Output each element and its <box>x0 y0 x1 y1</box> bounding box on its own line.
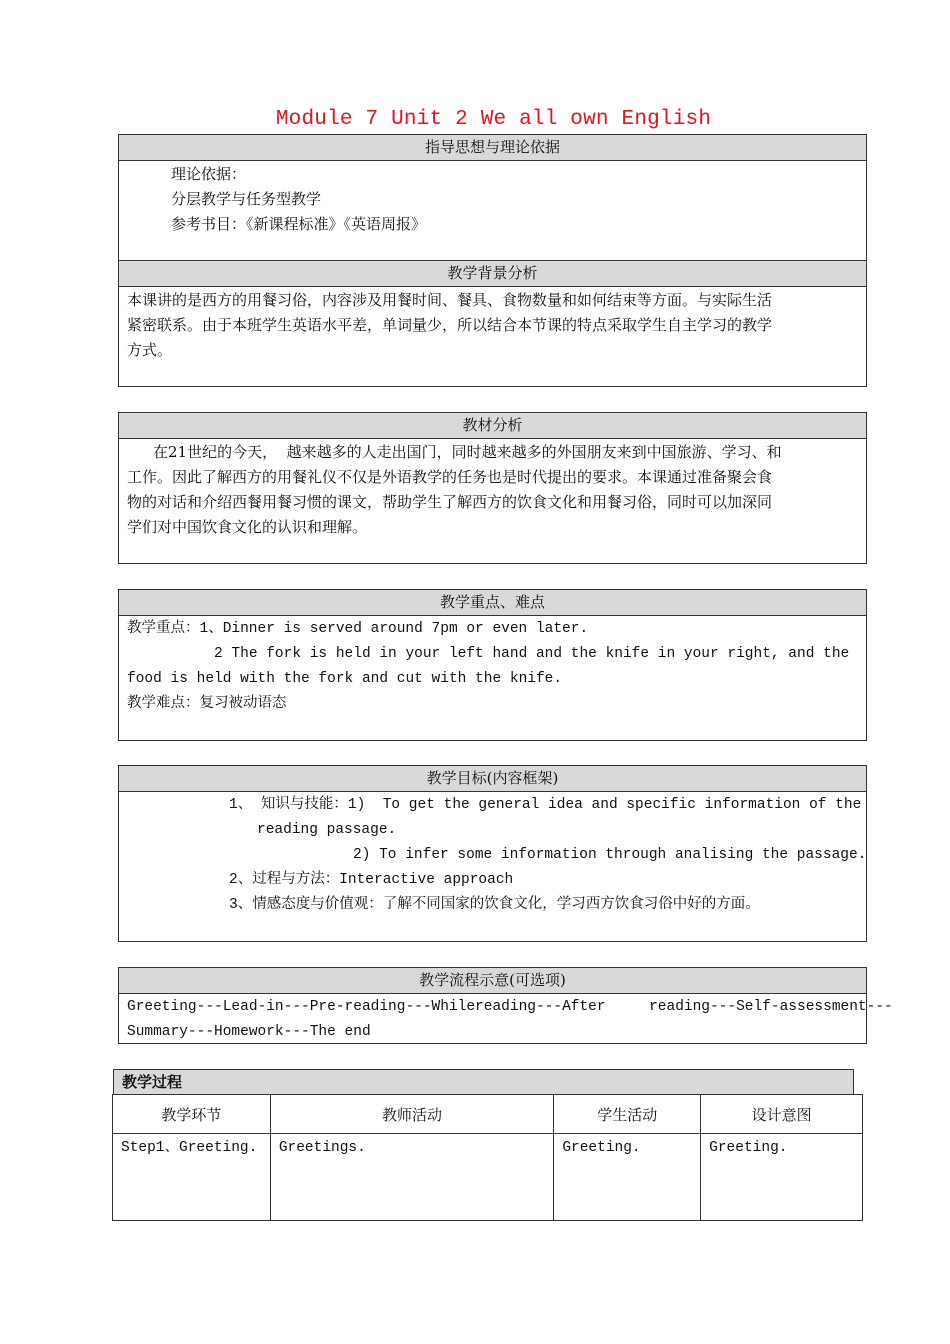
text-line: 物的对话和介绍西餐用餐习惯的课文，帮助学生了解西方的饮食文化和用餐习俗，同时可以加深同 <box>127 493 773 511</box>
text-line: 在21世纪的今天， 越来越多的人走出国门，同时越来越多的外国朋友来到中国旅游、学习、和 <box>153 443 782 461</box>
text-line: 3、情感态度与价值观：了解不同国家的饮食文化，学习西方饮食习俗中好的方面。 <box>229 897 760 913</box>
table-cell: Step1、Greeting. <box>113 1134 271 1221</box>
text-line: 分层教学与任务型教学 <box>171 190 322 208</box>
text-line: reading passage. <box>257 822 397 838</box>
text-line: 方式。 <box>127 341 173 359</box>
section-header: 教学目标(内容框架) <box>119 766 866 792</box>
text-line: 2 The fork is held in your left hand and the knife in your right, and the <box>127 646 850 662</box>
page-title: Module 7 Unit 2 We all own English <box>275 108 712 131</box>
column-header: 教学环节 <box>113 1095 271 1134</box>
text-line: 紧密联系。由于本班学生英语水平差，单词量少，所以结合本节课的特点采取学生自主学习的教学 <box>127 316 773 334</box>
column-header: 学生活动 <box>554 1095 701 1134</box>
teaching-process-header: 教学过程 <box>113 1069 854 1094</box>
objectives-box <box>118 765 867 942</box>
table-cell: Greeting. <box>554 1134 701 1221</box>
text-line: 理论依据： <box>171 165 247 183</box>
guiding-theory-box <box>118 134 867 261</box>
text-line: food is held with the fork and cut with the knife. <box>127 671 563 687</box>
text-line: 教学重点：1、Dinner is served around 7pm or even later. <box>127 621 589 637</box>
text-line: 2) To infer some information through analising the passage. <box>353 847 867 863</box>
material-analysis-box <box>118 412 867 564</box>
table-header-row <box>113 1095 863 1134</box>
section-header: 教学背景分析 <box>119 261 866 287</box>
text-line: 工作。因此了解西方的用餐礼仪不仅是外语教学的任务也是时代提出的要求。本课通过准备聚会食 <box>127 468 773 486</box>
text-line: 1、 知识与技能：1) To get the general idea and specific information of the <box>229 797 862 813</box>
text-line: 2、过程与方法：Interactive approach <box>229 872 514 888</box>
section-header: 教材分析 <box>119 413 866 439</box>
column-header: 教师活动 <box>270 1095 554 1134</box>
text-line: 学们对中国饮食文化的认识和理解。 <box>127 518 368 536</box>
text-line: Summary---Homework---The end <box>127 1024 371 1040</box>
teaching-process-table <box>112 1094 863 1221</box>
column-header: 设计意图 <box>701 1095 863 1134</box>
section-header: 教学重点、难点 <box>119 590 866 616</box>
text-line: 教学难点：复习被动语态 <box>127 696 287 712</box>
section-header: 教学流程示意(可选项) <box>119 968 866 994</box>
key-points-box <box>118 589 867 741</box>
process-flow-box <box>118 967 893 1044</box>
table-row <box>113 1134 863 1221</box>
table-cell: Greeting. <box>701 1134 863 1221</box>
text-line: 参考书目：《新课程标准》《英语周报》 <box>171 215 427 233</box>
text-line: 本课讲的是西方的用餐习俗，内容涉及用餐时间、餐具、食物数量和如何结束等方面。与实际生活 <box>127 291 773 309</box>
background-analysis-box <box>118 260 867 387</box>
section-header: 指导思想与理论依据 <box>119 135 866 161</box>
table-cell: Greetings. <box>270 1134 554 1221</box>
text-line: Greeting---Lead-in---Pre-reading---Whilereading---After reading---Self-assessment--- <box>127 999 893 1015</box>
